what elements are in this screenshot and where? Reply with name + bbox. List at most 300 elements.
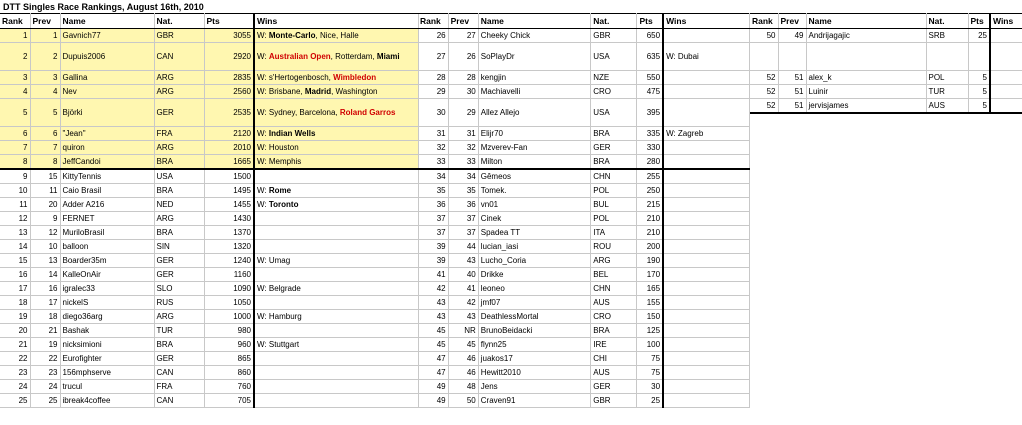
prev-rank-cell: 51 [778,85,806,99]
prev-rank-cell: 8 [30,155,60,170]
table-row [750,85,1022,99]
nationality-cell: NED [154,198,204,212]
nationality-cell: GBR [591,394,637,408]
player-name-cell: kengjin [478,71,591,85]
rank-cell: 34 [418,169,448,184]
points-cell: 5 [968,99,990,114]
points-cell: 1665 [204,155,254,170]
wins-cell [663,71,749,85]
wins-cell [663,29,749,43]
wins-text: W: Hamburg [257,311,302,321]
wins-cell [663,169,749,184]
table-row [750,99,1022,114]
nationality-cell: BUL [591,198,637,212]
player-name-cell: quiron [60,141,154,155]
nationality-cell: USA [591,99,637,127]
player-name-cell: Lucho_Coria [478,254,591,268]
rank-cell: 4 [0,85,30,99]
rank-cell: 30 [418,99,448,127]
table-row [0,240,418,254]
table-row [0,184,418,198]
nationality-cell: GER [154,99,204,127]
wins-cell [663,352,749,366]
player-name-cell: FERNET [60,212,154,226]
wins-cell [663,268,749,282]
table-row [0,380,418,394]
wins-cell [663,184,749,198]
player-name-cell: Eurofighter [60,352,154,366]
column-header-name: Name [806,14,926,29]
points-cell: 210 [637,226,663,240]
table-row [418,366,750,380]
nationality-cell: USA [591,43,637,71]
nationality-cell: SLO [154,282,204,296]
player-name-cell: Cinek [478,212,591,226]
table-row [0,141,418,155]
points-cell: 1000 [204,310,254,324]
rank-cell: 5 [0,99,30,127]
player-name-cell: igralec33 [60,282,154,296]
rank-cell: 29 [418,85,448,99]
points-cell: 1090 [204,282,254,296]
rank-cell: 49 [418,394,448,408]
table-row [418,127,750,141]
table-row [418,324,750,338]
player-name-cell: BrunoBeidacki [478,324,591,338]
prev-rank-cell: 36 [448,198,478,212]
points-cell: 165 [637,282,663,296]
nationality-cell: POL [926,71,968,85]
prev-rank-cell: 23 [30,366,60,380]
nationality-cell: BRA [591,155,637,170]
wins-cell [663,366,749,380]
wins-cell [254,282,418,296]
prev-rank-cell: 50 [448,394,478,408]
player-name-cell: Björki [60,99,154,127]
player-name-cell: Jens [478,380,591,394]
points-cell: 200 [637,240,663,254]
wins-text: W: Brisbane, [257,86,305,96]
player-name-cell: Hewitt2010 [478,366,591,380]
nationality-cell: SRB [926,29,968,43]
wins-cell [663,43,749,71]
wins-text: Wimbledon [333,72,377,82]
nationality-cell: ARG [154,212,204,226]
prev-rank-cell: 42 [448,296,478,310]
nationality-cell: ARG [154,85,204,99]
points-cell: 100 [637,338,663,352]
rank-cell: 33 [418,155,448,170]
points-cell: 215 [637,198,663,212]
nationality-cell: AUS [591,296,637,310]
table-row [418,296,750,310]
player-name-cell: Adder A216 [60,198,154,212]
player-name-cell: juakos17 [478,352,591,366]
points-cell: 150 [637,310,663,324]
rank-cell: 18 [0,296,30,310]
wins-cell [990,85,1022,99]
prev-rank-cell: 16 [30,282,60,296]
wins-cell [254,198,418,212]
wins-cell [254,268,418,282]
nationality-cell: IRE [591,338,637,352]
points-cell: 635 [637,43,663,71]
rank-cell: 1 [0,29,30,43]
column-header-nat: Nat. [154,14,204,29]
nationality-cell: TUR [154,324,204,338]
table-row [418,141,750,155]
prev-rank-cell: 31 [448,127,478,141]
points-cell: 475 [637,85,663,99]
wins-cell [254,169,418,184]
nationality-cell: SIN [154,240,204,254]
player-name-cell: jervisjames [806,99,926,114]
nationality-cell: ARG [154,71,204,85]
player-name-cell: Boarder35m [60,254,154,268]
table-row [418,43,750,71]
prev-rank-cell: 5 [30,99,60,127]
player-name-cell: Allez Allejo [478,99,591,127]
prev-rank-cell: 11 [30,184,60,198]
rank-cell: 26 [418,29,448,43]
nationality-cell: CAN [154,43,204,71]
rank-cell: 35 [418,184,448,198]
table-row [0,254,418,268]
wins-cell [254,85,418,99]
rank-cell: 12 [0,212,30,226]
table-row [0,324,418,338]
wins-cell [254,380,418,394]
player-name-cell: Andrijagajic [806,29,926,43]
table-row [418,29,750,43]
wins-text: Toronto [268,199,299,209]
nationality-cell: BRA [154,184,204,198]
rank-cell: 14 [0,240,30,254]
nationality-cell: BRA [154,155,204,170]
wins-text: W: [257,52,269,61]
column-header-name: Name [60,14,154,29]
rank-cell: 32 [418,141,448,155]
rank-cell: 11 [0,198,30,212]
prev-rank-cell: 37 [448,226,478,240]
points-cell: 1160 [204,268,254,282]
wins-cell [254,240,418,254]
wins-cell [663,127,749,141]
points-cell: 190 [637,254,663,268]
table-row [750,29,1022,43]
player-name-cell: Bashak [60,324,154,338]
nationality-cell: POL [591,184,637,198]
column-header-nat: Nat. [926,14,968,29]
wins-cell [663,338,749,352]
points-cell: 1495 [204,184,254,198]
table-row [418,184,750,198]
table-row [0,338,418,352]
points-cell: 1050 [204,296,254,310]
rank-cell: 52 [750,85,778,99]
prev-rank-cell: 32 [448,141,478,155]
points-cell: 125 [637,324,663,338]
player-name-cell: jmf07 [478,296,591,310]
nationality-cell: POL [591,212,637,226]
player-name-cell: lucian_iasi [478,240,591,254]
prev-rank-cell: 29 [448,99,478,127]
header-row [0,14,418,29]
table-row [0,43,418,71]
points-cell: 960 [204,338,254,352]
nationality-cell: USA [154,169,204,184]
wins-text: W: Stuttgart [257,339,300,349]
rank-cell: 45 [418,338,448,352]
nationality-cell: BRA [591,324,637,338]
wins-text: W: Sydney, Barcelona, [257,108,340,117]
points-cell: 3055 [204,29,254,43]
points-cell: 170 [637,268,663,282]
nationality-cell: GER [154,268,204,282]
nationality-cell: TUR [926,85,968,99]
player-name-cell: Tomek. [478,184,591,198]
points-cell: 980 [204,324,254,338]
wins-text: Miami [376,52,400,61]
player-name-cell: vn01 [478,198,591,212]
player-name-cell: flynn25 [478,338,591,352]
points-cell: 760 [204,380,254,394]
rank-cell: 20 [0,324,30,338]
table-row [0,198,418,212]
table-row [0,155,418,170]
wins-cell [254,127,418,141]
points-cell: 2560 [204,85,254,99]
prev-rank-cell: 20 [30,198,60,212]
table-row [418,169,750,184]
wins-cell [254,296,418,310]
wins-cell [254,338,418,352]
table-row [0,366,418,380]
wins-cell [254,394,418,408]
prev-rank-cell: 46 [448,352,478,366]
table-row [750,43,1022,71]
rank-cell: 22 [0,352,30,366]
points-cell: 650 [637,29,663,43]
table-row [418,338,750,352]
player-name-cell: Gêmeos [478,169,591,184]
wins-cell [254,141,418,155]
table-row [0,268,418,282]
column-header-rank: Rank [750,14,778,29]
player-name-cell: Caio Brasil [60,184,154,198]
table-row [0,29,418,43]
prev-rank-cell: 41 [448,282,478,296]
wins-cell [663,394,749,408]
rank-cell: 43 [418,310,448,324]
nationality-cell: CAN [154,366,204,380]
table-row [0,352,418,366]
prev-rank-cell: 6 [30,127,60,141]
nationality-cell: ARG [154,310,204,324]
table-row [418,310,750,324]
rank-cell: 36 [418,198,448,212]
nationality-cell: NZE [591,71,637,85]
rank-cell: 45 [418,324,448,338]
points-cell: 2535 [204,99,254,127]
prev-rank-cell: 45 [448,338,478,352]
wins-cell [254,324,418,338]
prev-rank-cell: 1 [30,29,60,43]
wins-text: W: Houston [257,142,299,152]
wins-text: , Rotterdam, [330,52,377,61]
points-cell: 255 [637,169,663,184]
prev-rank-cell: 37 [448,212,478,226]
table-row [418,282,750,296]
nationality-cell [926,43,968,71]
player-name-cell: Machiavelli [478,85,591,99]
wins-cell [254,366,418,380]
rank-cell: 47 [418,366,448,380]
wins-cell [990,71,1022,85]
table-row [0,310,418,324]
wins-cell [663,240,749,254]
prev-rank-cell: 33 [448,155,478,170]
table-row [0,282,418,296]
points-cell: 865 [204,352,254,366]
wins-text: W: [257,30,269,40]
player-name-cell: nicksimioni [60,338,154,352]
points-cell: 1370 [204,226,254,240]
wins-text: W: Memphis [257,156,302,166]
rank-cell: 37 [418,212,448,226]
points-cell: 25 [637,394,663,408]
prev-rank-cell: 35 [448,184,478,198]
column-header-wins: Wins [663,14,749,29]
player-name-cell: Drikke [478,268,591,282]
nationality-cell: CHN [591,282,637,296]
prev-rank-cell: 14 [30,268,60,282]
wins-text: W: Umag [257,255,291,265]
points-cell: 30 [637,380,663,394]
player-name-cell: DeathlessMortal [478,310,591,324]
player-name-cell: Milton [478,155,591,170]
player-name-cell: KalleOnAir [60,268,154,282]
points-cell: 155 [637,296,663,310]
wins-cell [254,29,418,43]
table-row [0,394,418,408]
player-name-cell: MuriloBrasil [60,226,154,240]
points-cell [968,43,990,71]
column-header-name: Name [478,14,591,29]
player-name-cell: 156mphserve [60,366,154,380]
prev-rank-cell: 22 [30,352,60,366]
rank-cell: 17 [0,282,30,296]
prev-rank-cell: 43 [448,254,478,268]
points-cell: 75 [637,366,663,380]
player-name-cell: JeffCandoi [60,155,154,170]
points-cell: 25 [968,29,990,43]
page-title: DTT Singles Race Rankings, August 16th, 2010 [3,2,204,12]
wins-text: W: Dubai [666,52,699,61]
wins-text: W: [257,199,269,209]
table-row [418,198,750,212]
nationality-cell: GER [154,352,204,366]
rank-cell: 24 [0,380,30,394]
points-cell: 280 [637,155,663,170]
rank-cell: 16 [0,268,30,282]
player-name-cell: trucul [60,380,154,394]
table-row [0,85,418,99]
player-name-cell: Gavnich77 [60,29,154,43]
rank-cell: 28 [418,71,448,85]
prev-rank-cell: 13 [30,254,60,268]
wins-cell [990,29,1022,43]
wins-cell [663,85,749,99]
wins-text: , Washington [331,86,378,96]
points-cell: 5 [968,71,990,85]
wins-text: Monte-Carlo [268,30,316,40]
player-name-cell: Dupuis2006 [60,43,154,71]
rankings-table-2 [418,13,750,408]
points-cell: 75 [637,352,663,366]
column-header-pts: Pts [204,14,254,29]
wins-cell [990,99,1022,114]
points-cell: 1240 [204,254,254,268]
rank-cell: 39 [418,240,448,254]
wins-cell [663,155,749,170]
prev-rank-cell: 18 [30,310,60,324]
nationality-cell: CAN [154,394,204,408]
column-header-rank: Rank [0,14,30,29]
wins-text: Madrid [304,86,332,96]
points-cell: 1455 [204,198,254,212]
nationality-cell: CHN [591,169,637,184]
column-header-nat: Nat. [591,14,637,29]
prev-rank-cell: 3 [30,71,60,85]
player-name-cell: balloon [60,240,154,254]
player-name-cell: Luinir [806,85,926,99]
points-cell: 705 [204,394,254,408]
table-row [0,296,418,310]
wins-text: W: [257,128,269,138]
wins-cell [663,141,749,155]
points-cell: 2835 [204,71,254,85]
rank-cell: 13 [0,226,30,240]
wins-text: W: Zagreb [666,128,704,138]
rank-cell: 21 [0,338,30,352]
table-row [418,155,750,170]
player-name-cell: ibreak4coffee [60,394,154,408]
table-row [418,71,750,85]
points-cell: 2120 [204,127,254,141]
points-cell: 5 [968,85,990,99]
rank-cell: 42 [418,282,448,296]
nationality-cell: CRO [591,310,637,324]
nationality-cell: GER [591,141,637,155]
prev-rank-cell: 7 [30,141,60,155]
prev-rank-cell: NR [448,324,478,338]
column-header-prev: Prev [778,14,806,29]
column-header-pts: Pts [968,14,990,29]
prev-rank-cell: 46 [448,366,478,380]
table-row [0,226,418,240]
rank-cell: 27 [418,43,448,71]
prev-rank-cell: 15 [30,169,60,184]
wins-text: Australian Open [268,52,331,61]
wins-cell [254,155,418,170]
header-row [418,14,750,29]
prev-rank-cell: 25 [30,394,60,408]
wins-text: Roland Garros [339,108,396,117]
nationality-cell: ARG [591,254,637,268]
table-row [418,352,750,366]
points-cell: 330 [637,141,663,155]
